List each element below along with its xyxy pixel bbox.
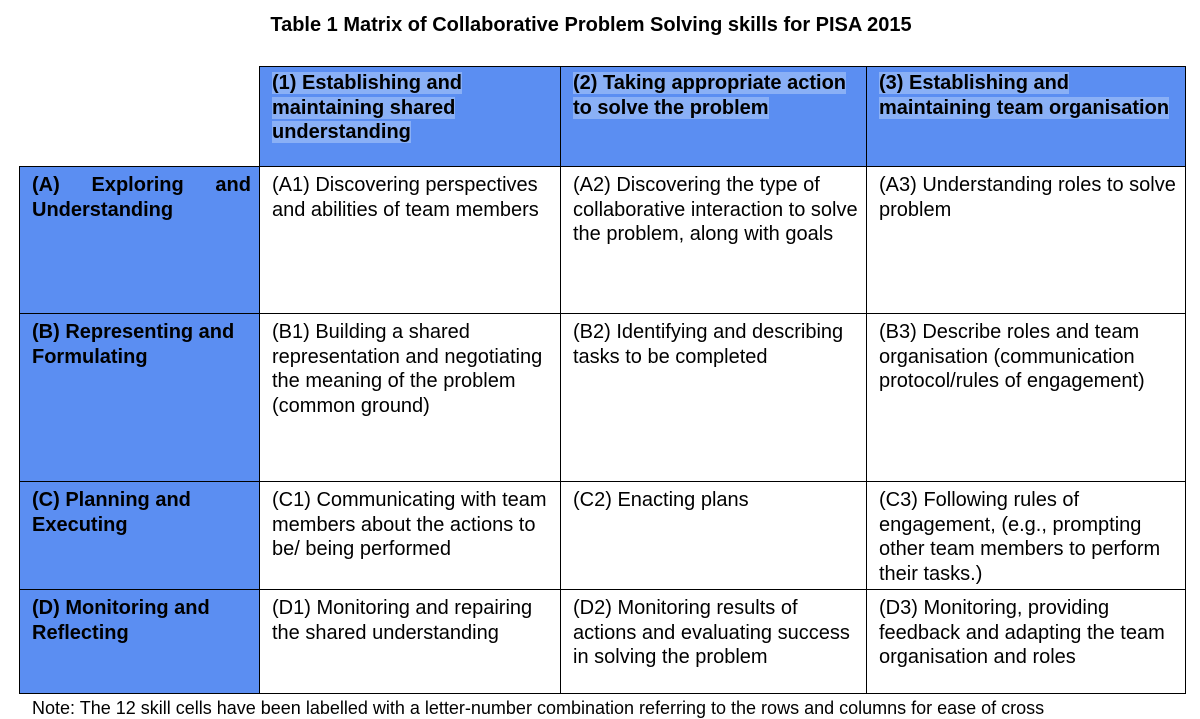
column-header-1 <box>259 66 561 167</box>
column-header-1-label: (1) Establishing and maintaining shared understanding <box>272 72 463 143</box>
row-header-a: (A) Exploring and Understanding <box>19 166 260 314</box>
column-header-3 <box>866 66 1186 167</box>
skill-cell-d3: (D3) Monitoring, providing feedback and adapting the team organisation and roles <box>866 589 1186 694</box>
table-title: Table 1 Matrix of Collaborative Problem Solving skills for PISA 2015 <box>270 14 912 36</box>
skill-cell-b3: (B3) Describe roles and team organisation (communication protocol/rules of engagement) <box>866 313 1186 482</box>
skill-cell-c1: (C1) Communicating with team members about the actions to be/ being performed <box>259 481 561 590</box>
table-note: Note: The 12 skill cells have been labelled with a letter-number combination referring to the rows and columns for ease of cross <box>32 698 1045 718</box>
skill-cell-d1: (D1) Monitoring and repairing the shared understanding <box>259 589 561 694</box>
column-header-2-label: (2) Taking appropriate action to solve the problem <box>573 72 846 119</box>
column-header-2 <box>560 66 867 167</box>
skill-cell-b1: (B1) Building a shared representation and negotiating the meaning of the problem (common ground) <box>259 313 561 482</box>
skill-cell-a2: (A2) Discovering the type of collaborative interaction to solve the problem, along with goals <box>560 166 867 314</box>
column-header-3-label: (3) Establishing and maintaining team organisation <box>879 72 1170 119</box>
skill-cell-b2: (B2) Identifying and describing tasks to be completed <box>560 313 867 482</box>
skill-cell-c3: (C3) Following rules of engagement, (e.g., prompting other team members to perform their tasks.) <box>866 481 1186 590</box>
row-header-c: (C) Planning and Executing <box>19 481 260 590</box>
row-header-b: (B) Representing and Formulating <box>19 313 260 482</box>
skill-cell-d2: (D2) Monitoring results of actions and evaluating success in solving the problem <box>560 589 867 694</box>
skill-cell-a3: (A3) Understanding roles to solve problem <box>866 166 1186 314</box>
skill-cell-c2: (C2) Enacting plans <box>560 481 867 590</box>
skill-cell-a1: (A1) Discovering perspectives and abilities of team members <box>259 166 561 314</box>
row-header-d: (D) Monitoring and Reflecting <box>19 589 260 694</box>
